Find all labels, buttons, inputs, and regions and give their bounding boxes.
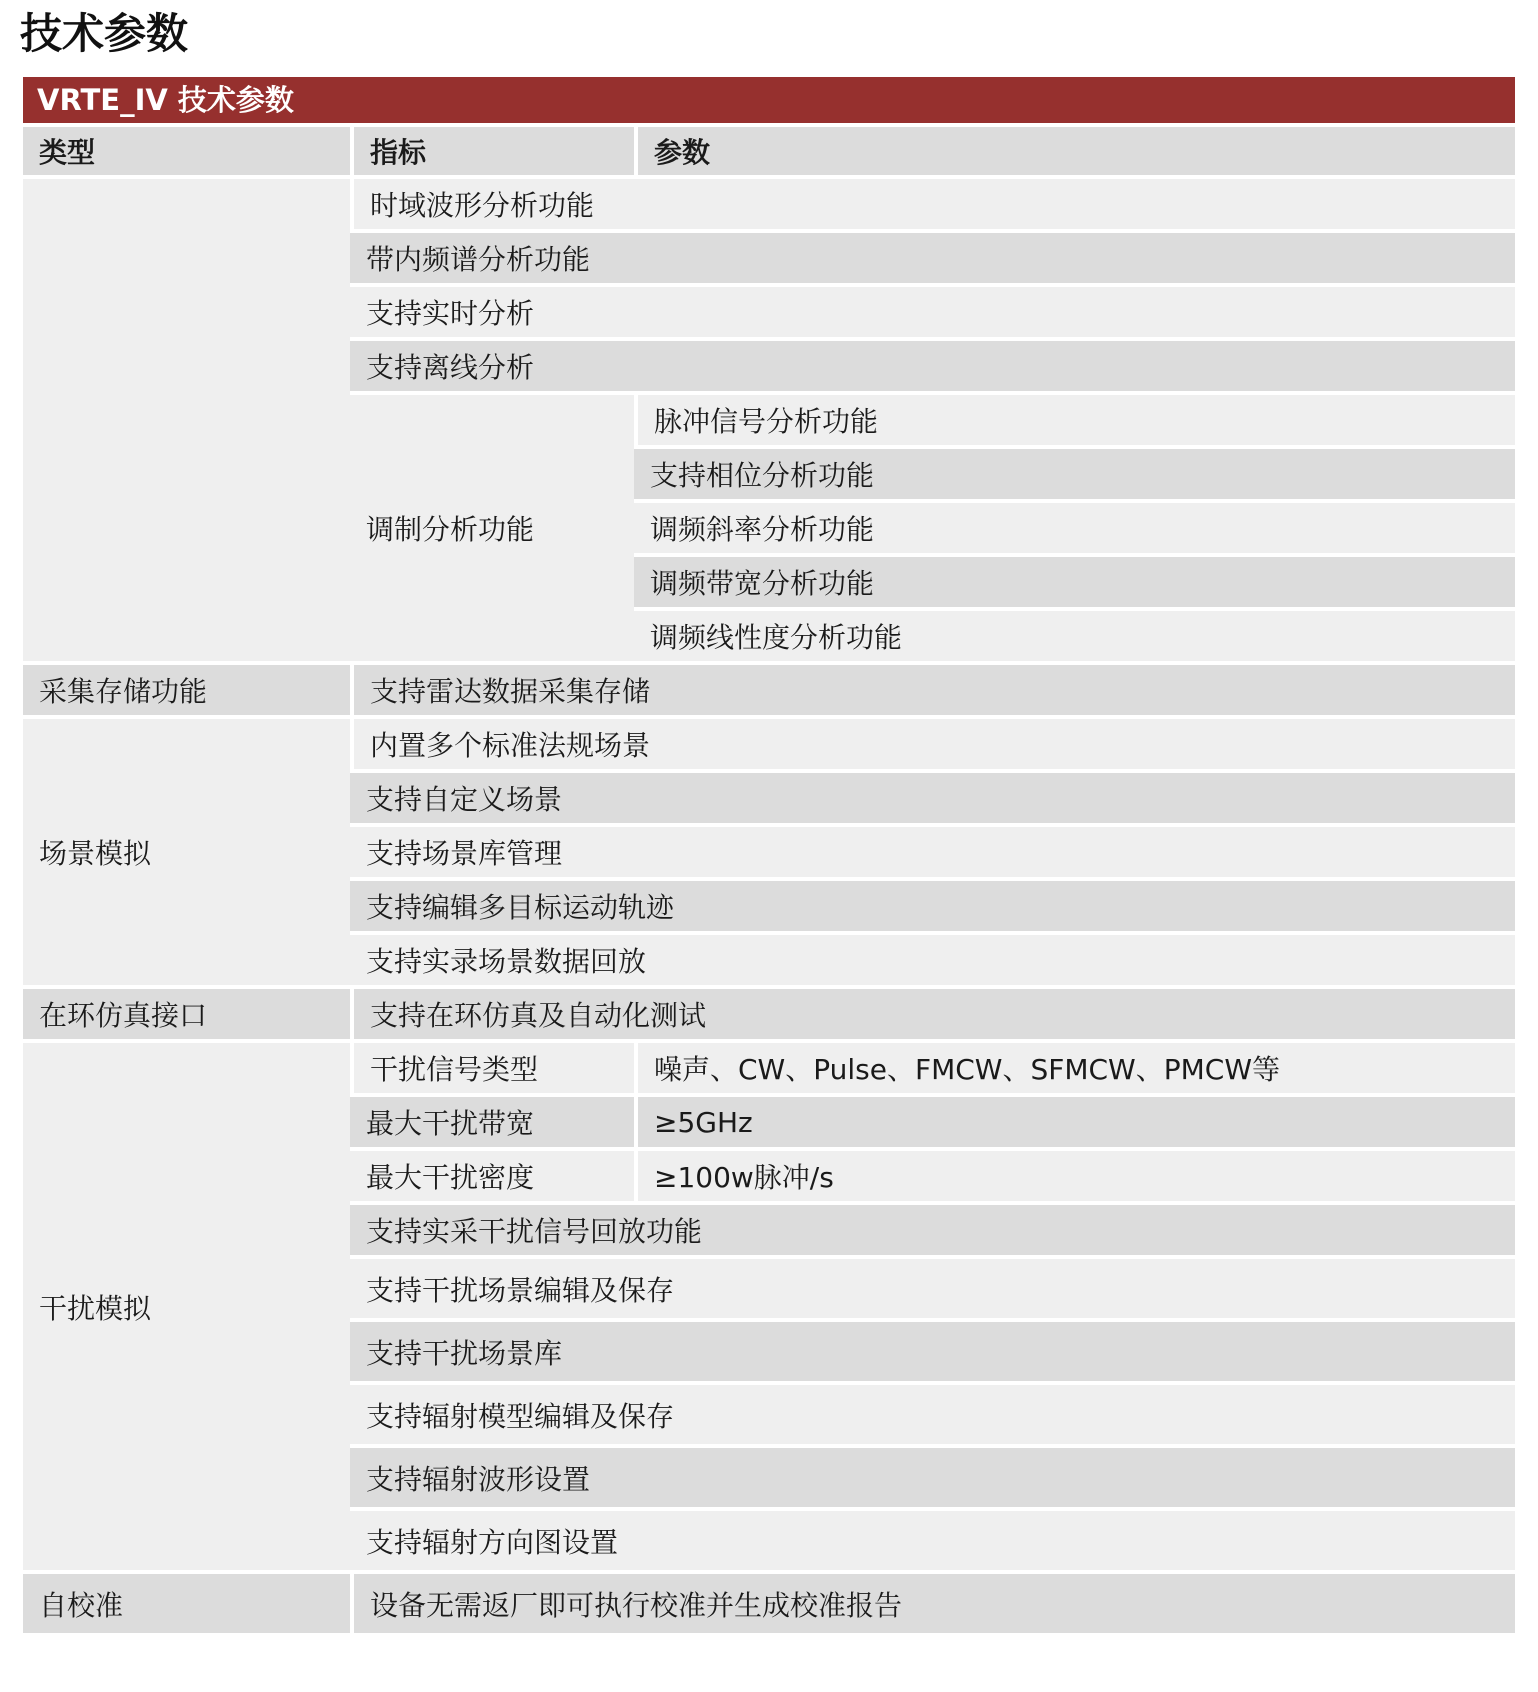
indicator-cell: 最大干扰密度 bbox=[350, 1151, 634, 1201]
parameter-cell: ≥5GHz bbox=[634, 1097, 1515, 1147]
indicator-cell: 最大干扰带宽 bbox=[350, 1097, 634, 1147]
type-cell-interference: 干扰模拟 bbox=[23, 1043, 350, 1570]
parameter-cell: 脉冲信号分析功能 bbox=[634, 395, 1515, 445]
header-parameter: 参数 bbox=[634, 127, 1515, 175]
header-type: 类型 bbox=[23, 127, 350, 175]
indicator-cell: 干扰信号类型 bbox=[350, 1043, 634, 1093]
table-row bbox=[23, 719, 1515, 769]
indicator-cell: 支持干扰场景编辑及保存 bbox=[350, 1259, 1515, 1318]
indicator-cell: 支持干扰场景库 bbox=[350, 1322, 1515, 1381]
indicator-cell: 支持离线分析 bbox=[350, 341, 1515, 391]
table-caption: VRTE_IV 技术参数 bbox=[23, 77, 1515, 123]
indicator-cell: 支持在环仿真及自动化测试 bbox=[350, 989, 1515, 1039]
header-indicator: 指标 bbox=[350, 127, 634, 175]
indicator-cell: 支持辐射模型编辑及保存 bbox=[350, 1385, 1515, 1444]
parameter-cell: 调频带宽分析功能 bbox=[634, 557, 1515, 607]
indicator-cell: 支持实采干扰信号回放功能 bbox=[350, 1205, 1515, 1255]
parameter-cell: ≥100w脉冲/s bbox=[634, 1151, 1515, 1201]
table-row bbox=[23, 1574, 1515, 1633]
type-cell-scene: 场景模拟 bbox=[23, 719, 350, 985]
type-cell-hil: 在环仿真接口 bbox=[23, 989, 350, 1039]
spec-table-container bbox=[23, 77, 1515, 1637]
indicator-cell: 支持辐射方向图设置 bbox=[350, 1511, 1515, 1570]
indicator-cell: 时域波形分析功能 bbox=[350, 179, 1515, 229]
table-row bbox=[23, 665, 1515, 715]
spec-table bbox=[23, 123, 1515, 1637]
indicator-cell-modulation: 调制分析功能 bbox=[350, 395, 634, 661]
indicator-cell: 支持实录场景数据回放 bbox=[350, 935, 1515, 985]
table-header-row bbox=[23, 127, 1515, 175]
indicator-cell: 支持场景库管理 bbox=[350, 827, 1515, 877]
parameter-cell: 调频斜率分析功能 bbox=[634, 503, 1515, 553]
type-cell-analysis bbox=[23, 179, 350, 661]
indicator-cell: 带内频谱分析功能 bbox=[350, 233, 1515, 283]
indicator-cell: 内置多个标准法规场景 bbox=[350, 719, 1515, 769]
parameter-cell: 支持相位分析功能 bbox=[634, 449, 1515, 499]
table-row bbox=[23, 179, 1515, 229]
type-cell-selfcal: 自校准 bbox=[23, 1574, 350, 1633]
indicator-cell: 支持雷达数据采集存储 bbox=[350, 665, 1515, 715]
indicator-cell: 支持编辑多目标运动轨迹 bbox=[350, 881, 1515, 931]
parameter-cell: 噪声、CW、Pulse、FMCW、SFMCW、PMCW等 bbox=[634, 1043, 1515, 1093]
indicator-cell: 支持实时分析 bbox=[350, 287, 1515, 337]
page-title: 技术参数 bbox=[20, 9, 189, 58]
table-row bbox=[23, 1043, 1515, 1093]
table-row bbox=[23, 989, 1515, 1039]
indicator-cell: 支持辐射波形设置 bbox=[350, 1448, 1515, 1507]
type-cell-capture: 采集存储功能 bbox=[23, 665, 350, 715]
indicator-cell: 设备无需返厂即可执行校准并生成校准报告 bbox=[350, 1574, 1515, 1633]
parameter-cell: 调频线性度分析功能 bbox=[634, 611, 1515, 661]
indicator-cell: 支持自定义场景 bbox=[350, 773, 1515, 823]
